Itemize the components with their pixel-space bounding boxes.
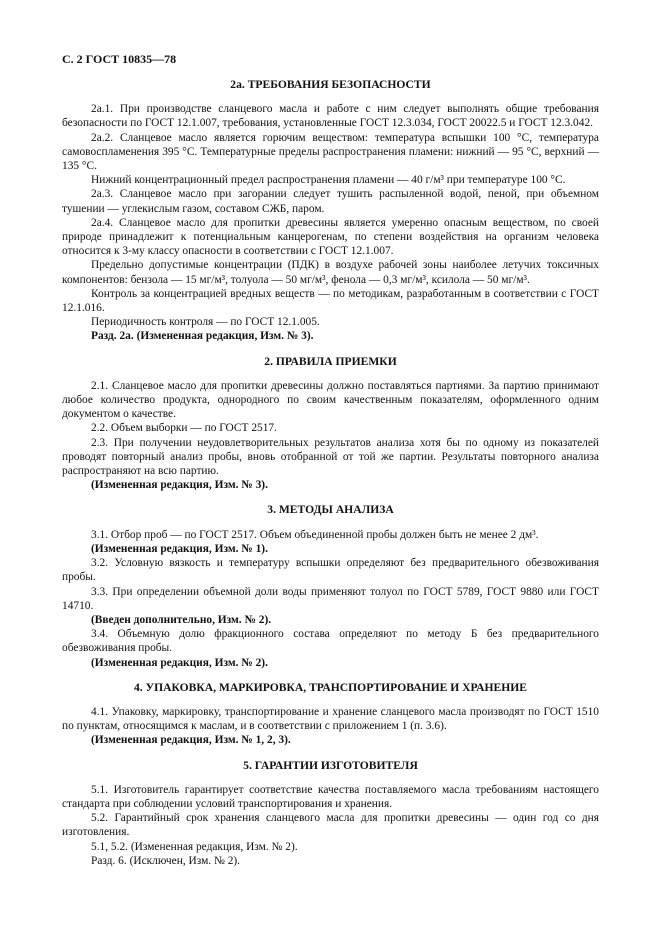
amendment-note: Разд. 2а. (Измененная редакция, Изм. № 3).	[91, 330, 314, 343]
section-title: 4. УПАКОВКА, МАРКИРОВКА, ТРАНСПОРТИРОВАНИЕ И ХРАНЕНИЕ	[133, 680, 528, 694]
amendment-note: (Введен дополнительно, Изм. № 2).	[91, 613, 272, 626]
paragraph: 2.3. При получении неудовлетворительных результатов анализа хотя бы по одному из показателей проводят повторный анализ пробы, вновь отобранной от той же партии. Результаты повторного анализа распространяют на всю партию.	[62, 436, 599, 478]
paragraph: Контроль за концентрацией вредных веществ — по методикам, разработанным в соответствии с ГОСТ 12.1.016.	[62, 287, 599, 315]
amendment-note: (Измененная редакция, Изм. № 1, 2, 3).	[91, 734, 291, 747]
paragraph: 3.3. При определении объемной доли воды применяют толуол по ГОСТ 5789, ГОСТ 9880 или ГОСТ 14710.	[62, 585, 599, 612]
paragraph: 2.2. Объем выборки — по ГОСТ 2517.	[91, 422, 277, 435]
paragraph: 5.2. Гарантийный срок хранения сланцевого масла для пропитки древесины — один год со дня изготовления.	[62, 812, 599, 839]
section-title: 3. МЕТОДЫ АНАЛИЗА	[267, 503, 394, 517]
section-title: 2. ПРАВИЛА ПРИЕМКИ	[264, 354, 397, 368]
paragraph: 3.4. Объемную долю фракционного состава определяют по методу Б без предварительного обезвоживания пробы.	[62, 628, 599, 655]
paragraph: 5.1. Изготовитель гарантирует соответствие качества поставляемого масла требованиям настоящего стандарта при соблюдении условий транспортирования и хранения.	[62, 783, 599, 810]
paragraph: Периодичность контроля — по ГОСТ 12.1.005.	[91, 316, 320, 329]
amendment-note: (Измененная редакция, Изм. № 3).	[91, 479, 268, 492]
section-title: 2а. ТРЕБОВАНИЯ БЕЗОПАСНОСТИ	[230, 78, 431, 91]
paragraph: 2а.2. Сланцевое масло является горючим веществом: температура вспышки 100 °С, температура самовоспламенения 395 °С. Температурные пределы распространения пламени: нижний — 95 °С, верхний — 135 °С.	[62, 131, 599, 173]
paragraph: 2а.4. Сланцевое масло для пропитки древесины является умеренно опасным веществом, по своей природе принадлежит к потенциальным канцерогенам, по степени воздействия на организм человека относится к 3-му классу опасности в соответствии с ГОСТ 12.1.007.	[62, 216, 599, 258]
page-header: С. 2 ГОСТ 10835—78	[62, 52, 177, 66]
paragraph: Нижний концентрационный предел распространения пламени — 40 г/м³ при температуре 100 °С.	[91, 174, 566, 187]
amendment-note: Разд. 6. (Исключен, Изм. № 2).	[91, 854, 241, 867]
paragraph: 4.1. Упаковку, маркировку, транспортирование и хранение сланцевого масла производят по ГОСТ 1510 по пунктам, относящимся к маслам, и в соответствии с приложением 1 (п. 3.6).	[62, 705, 599, 733]
paragraph: 3.2. Условную вязкость и температуру вспышки определяют без предварительного обезвоживания пробы.	[62, 557, 599, 584]
amendment-note: (Измененная редакция, Изм. № 2).	[91, 656, 268, 669]
section-title: 5. ГАРАНТИИ ИЗГОТОВИТЕЛЯ	[243, 758, 418, 772]
amendment-note: (Измененная редакция, Изм. № 1).	[91, 542, 268, 555]
amendment-note: 5.1, 5.2. (Измененная редакция, Изм. № 2).	[91, 840, 298, 853]
paragraph: 2а.3. Сланцевое масло при загорании следует тушить распыленной водой, пеной, при объемном тушении — углекислым газом, составом СЖБ, паром.	[62, 188, 599, 215]
paragraph: 3.1. Отбор проб — по ГОСТ 2517. Объем объединенной пробы должен быть не менее 2 дм³.	[91, 528, 539, 541]
paragraph: 2а.1. При производстве сланцевого масла и работе с ним следует выполнять общие требования безопасности по ГОСТ 12.1.007, требования, установленные ГОСТ 12.3.034, ГОСТ 20022.5 и ГОСТ 12.3.042.	[62, 103, 599, 130]
paragraph: Предельно допустимые концентрации (ПДК) в воздухе рабочей зоны наиболее летучих токсичных компонентов: бензола — 15 мг/м³, толуола — 50 мг/м³, фенола — 0,3 мг/м³, ксилола — 50 мг/м³.	[62, 259, 599, 286]
paragraph: 2.1. Сланцевое масло для пропитки древесины должно поставляться партиями. За партию принимают любое количество продукта, однородного по своим качественным показателям, оформленного одним документом о качестве.	[62, 379, 599, 421]
document-body	[62, 78, 599, 868]
